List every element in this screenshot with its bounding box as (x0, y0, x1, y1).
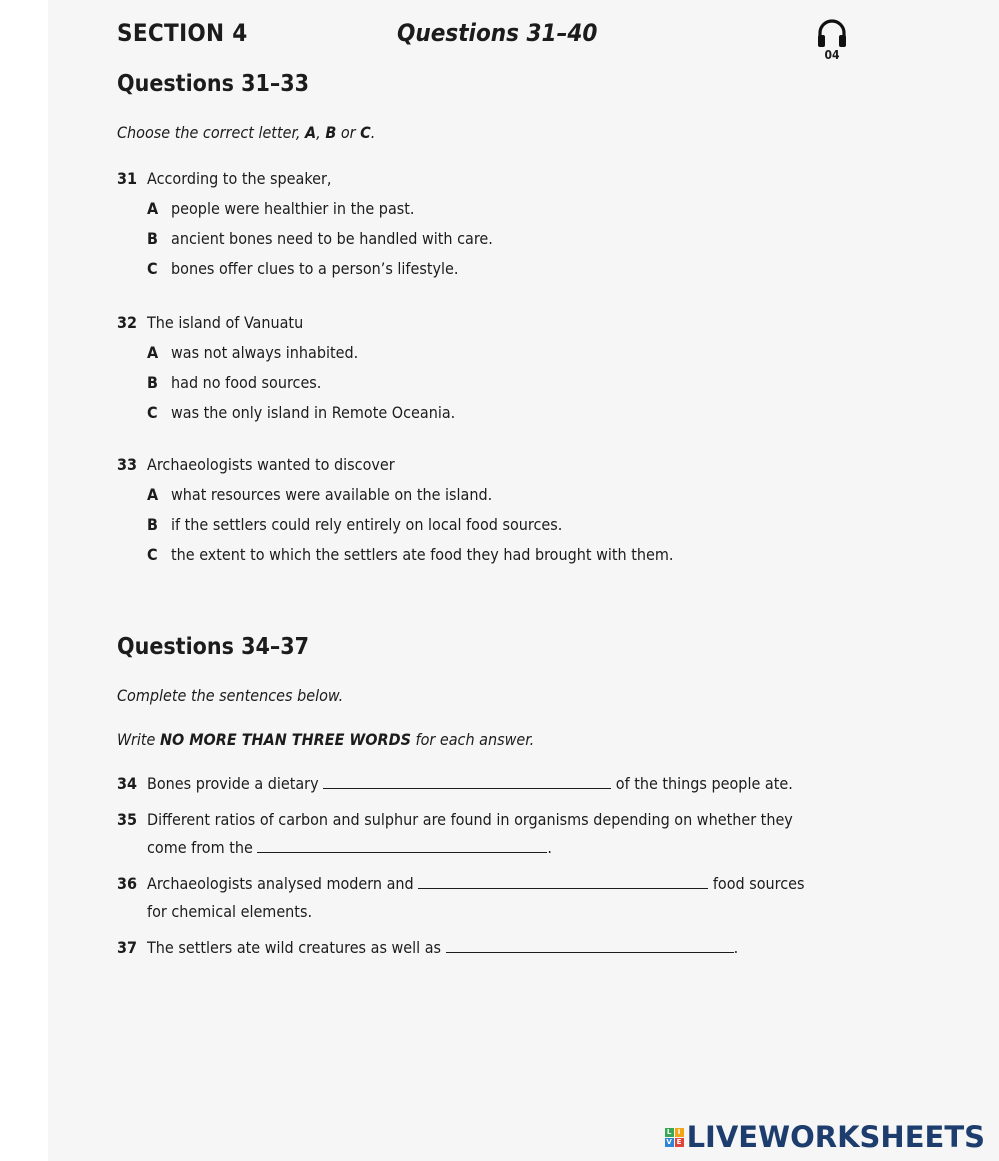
logo-tiles-icon (665, 1128, 684, 1147)
question-33 (117, 455, 395, 474)
option-letter: C (147, 259, 158, 278)
sentence-35-line2 (147, 838, 552, 857)
sentence-text-after: . (733, 938, 739, 957)
option-letter: C (147, 403, 158, 422)
sentence-text-before: Archaeologists analysed modern and (147, 874, 414, 893)
sentence-text-before: The settlers ate wild creatures as well as (147, 938, 442, 957)
sentence-text-after: of the things people ate. (615, 774, 793, 793)
sentence-text-line1: Different ratios of carbon and sulphur are found in organisms depending on whether they (147, 810, 793, 829)
question-number: 33 (117, 455, 138, 474)
option-text: ancient bones need to be handled with care. (171, 229, 493, 248)
option-letter: A (147, 485, 159, 504)
liveworksheets-logo[interactable] (665, 1120, 985, 1154)
instruction-choose-letter (117, 123, 375, 142)
question-stem: The island of Vanuatu (147, 313, 304, 332)
instruction-text: for each answer. (410, 730, 535, 749)
answer-blank-34[interactable] (323, 774, 611, 789)
option-31-a[interactable] (147, 199, 414, 218)
option-text: people were healthier in the past. (171, 199, 415, 218)
sentence-37 (117, 938, 738, 957)
instruction-text: Write (117, 730, 160, 749)
instruction-letter-c: C (360, 123, 371, 142)
question-number: 34 (117, 774, 138, 793)
section-range: Questions 31–40 (397, 19, 598, 47)
question-stem: Archaeologists wanted to discover (147, 455, 395, 474)
option-31-c[interactable] (147, 259, 458, 278)
option-32-c[interactable] (147, 403, 455, 422)
question-32 (117, 313, 303, 332)
instruction-or: or (336, 123, 361, 142)
question-31 (117, 169, 331, 188)
sentence-35 (117, 810, 793, 829)
sentence-text-after: food sources (712, 874, 805, 893)
instruction-letter-a: A (305, 123, 317, 142)
option-33-b[interactable] (147, 515, 562, 534)
instruction-word-limit-bold: NO MORE THAN THREE WORDS (159, 730, 411, 749)
option-32-b[interactable] (147, 373, 321, 392)
answer-blank-37[interactable] (446, 938, 734, 953)
logo-text: LIVEWORKSHEETS (686, 1120, 985, 1154)
instruction-period: . (370, 123, 376, 142)
sentence-36-line2: for chemical elements. (147, 902, 313, 921)
option-text: was not always inhabited. (171, 343, 359, 362)
sentence-36 (117, 874, 805, 893)
sentence-34 (117, 774, 793, 793)
question-number: 37 (117, 938, 138, 957)
option-text: what resources were available on the island. (171, 485, 493, 504)
headphones-icon (815, 16, 849, 50)
question-stem: According to the speaker, (147, 169, 332, 188)
instruction-text: Choose the correct letter, (117, 123, 306, 142)
sentence-text-before: come from the (147, 838, 253, 857)
option-text: if the settlers could rely entirely on local food sources. (171, 515, 563, 534)
option-31-b[interactable] (147, 229, 493, 248)
option-letter: B (147, 229, 158, 248)
question-number: 36 (117, 874, 138, 893)
instruction-complete-sentences: Complete the sentences below. (117, 686, 344, 705)
audio-button[interactable] (812, 16, 852, 68)
option-33-c[interactable] (147, 545, 673, 564)
instruction-letter-b: B (325, 123, 337, 142)
logo-tile: L (665, 1128, 674, 1137)
question-number: 31 (117, 169, 138, 188)
option-text: was the only island in Remote Oceania. (171, 403, 456, 422)
logo-tile: I (675, 1128, 684, 1137)
option-32-a[interactable] (147, 343, 358, 362)
option-letter: C (147, 545, 158, 564)
option-text: the extent to which the settlers ate food they had brought with them. (171, 545, 674, 564)
option-33-a[interactable] (147, 485, 492, 504)
question-number: 32 (117, 313, 138, 332)
answer-blank-36[interactable] (418, 874, 708, 889)
sentence-text-after: . (547, 838, 552, 857)
instruction-separator: , (316, 123, 326, 142)
question-number: 35 (117, 810, 138, 829)
answer-blank-35[interactable] (257, 838, 547, 853)
heading-questions-34-37: Questions 34–37 (117, 634, 310, 660)
option-letter: B (147, 373, 158, 392)
option-letter: A (147, 199, 159, 218)
heading-questions-31-33: Questions 31–33 (117, 71, 310, 97)
logo-tile: E (675, 1138, 684, 1147)
option-text: bones offer clues to a person’s lifestyle. (171, 259, 459, 278)
sentence-text-before: Bones provide a dietary (147, 774, 319, 793)
logo-tile: V (666, 1137, 672, 1146)
audio-track-number: 04 (824, 48, 840, 62)
option-letter: A (147, 343, 159, 362)
option-text: had no food sources. (171, 373, 322, 392)
instruction-word-limit (117, 730, 534, 749)
option-letter: B (147, 515, 158, 534)
section-label: SECTION 4 (117, 19, 248, 47)
